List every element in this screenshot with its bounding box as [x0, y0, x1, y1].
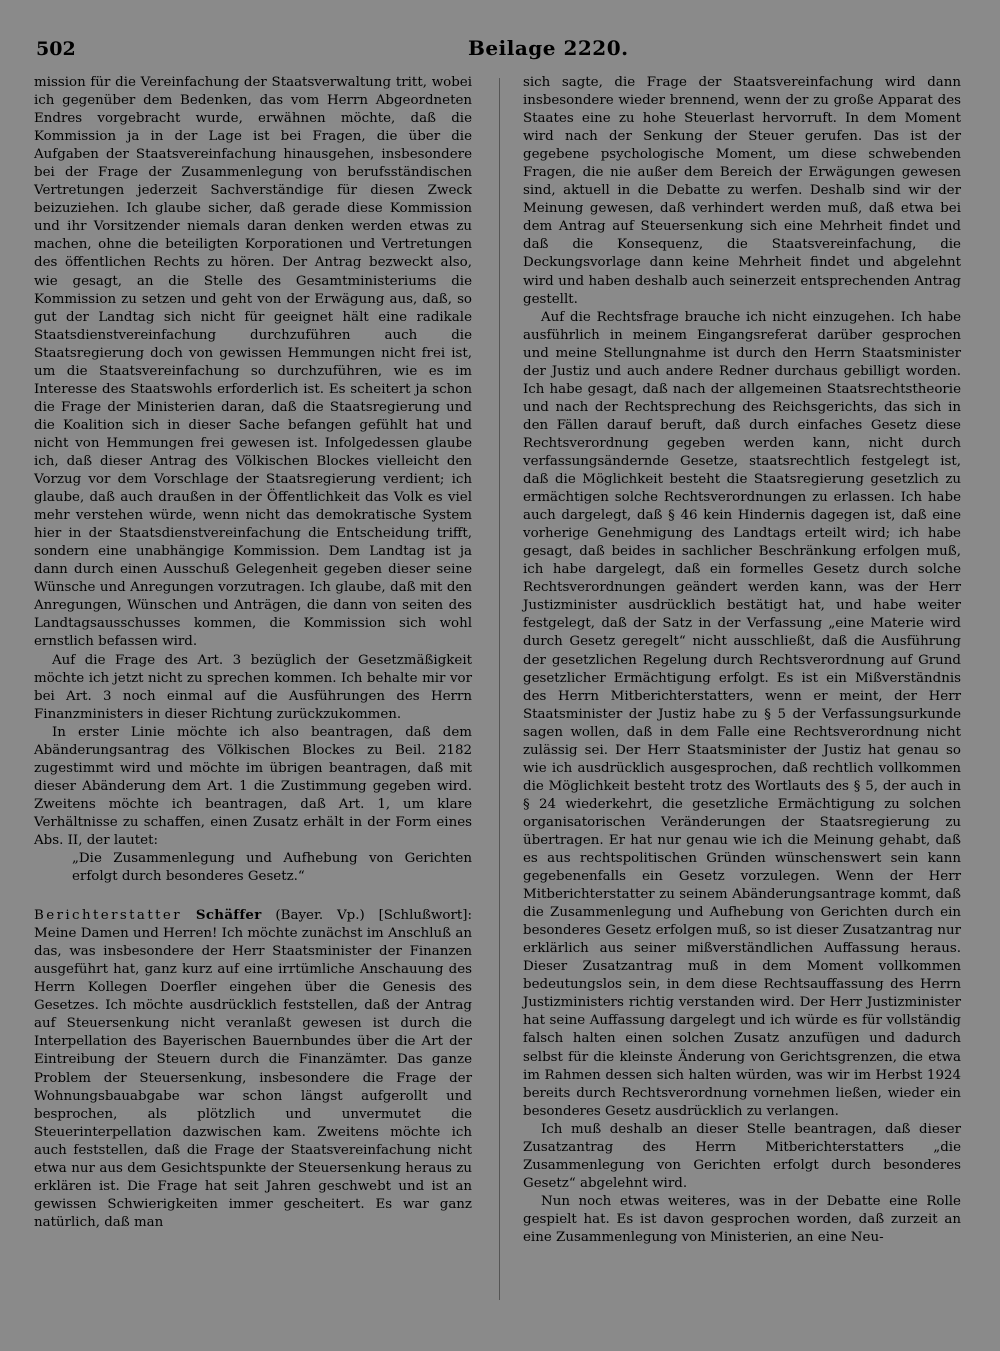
right-column — [523, 74, 961, 1247]
speech-text: Meine Damen und Herren! Ich möchte zunächst im Anschluß an das, was insbesondere der Herr Staatsminister der Finanzen ausgeführt hat, ganz kurz auf eine irrtümliche Anschauung des Herrn Kollegen Doerfler eingehen über die Genesis des Gesetzes. Ich möchte ausdrücklich feststellen, daß der Antrag auf Steuersenkung nicht veranlaßt gewesen ist durch die Interpellation des Bayerischen Bauernbundes über die Art der Eintreibung der Steuern durch die Finanzämter. Das ganze Problem der Steuersenkung, insbesondere die Frage der Wohnungsbauabgabe war schon längst aufgerollt und besprochen, als plötzlich und unvermutet die Steuerinterpellation dazwischen kam. Zweitens möchte ich auch feststellen, daß die Frage der Staatsvereinfachung nicht etwa nur aus dem Gesichtspunkte der Steuersenkung heraus zu erklären ist. Die Frage hat seit Jahren geschwebt und ist an gewissen Schwierigkeiten immer gescheitert. Es war ganz natürlich, daß man — [34, 926, 472, 1230]
quoted-amendment: „Die Zusammenlegung und Aufhebung von Gerichten erfolgt durch besonderes Gesetz.“ — [72, 851, 472, 885]
running-head: Beilage 2220. — [468, 36, 629, 60]
page-number: 502 — [36, 38, 76, 60]
page-header — [36, 30, 964, 66]
left-column — [34, 74, 472, 1232]
paragraph: sich sagte, die Frage der Staatsvereinfachung wird dann insbesondere wieder brennend, wenn der zu große Apparat des Staates eine zu hohe Steuerlast hervorruft. In dem Moment wird nach der Senkung der Steuer gerufen. Das ist der gegebene psychologische Moment, um diese schwebenden Fragen, die nie außer dem Bereich der Erwägungen gewesen sind, aktuell in die Debatte zu werfen. Deshalb sind wir der Meinung gewesen, daß verhindert werden muß, daß etwa bei dem Antrag auf Steuersenkung sich eine Mehrheit findet und daß die Konsequenz, die Staatsvereinfachung, die Deckungsvorlage dann keine Mehrheit findet und abgelehnt wird und haben deshalb auch seinerzeit entsprechenden Antrag gestellt. — [523, 75, 961, 307]
speaker-name: Schäffer — [195, 907, 262, 924]
column-divider — [499, 78, 500, 1300]
paragraph: Nun noch etwas weiteres, was in der Debatte eine Rolle gespielt hat. Es ist davon gesprochen worden, daß zurzeit an eine Zusammenlegung von Ministerien, an eine Neu- — [523, 1193, 961, 1245]
paragraph: Ich muß deshalb an dieser Stelle beantragen, daß dieser Zusatzantrag des Herrn Mitberichterstatters „die Zusammenlegung von Gerichten erfolgt durch besonderes Gesetz“ abgelehnt wird. — [523, 1121, 961, 1191]
paragraph: Auf die Rechtsfrage brauche ich nicht einzugehen. Ich habe ausführlich in meinem Eingangsreferat darüber gesprochen und meine Stellungnahme ist durch den Herrn Staatsminister der Justiz und auch andere Redner durchaus gebilligt worden. Ich habe gesagt, daß nach der allgemeinen Staatsrechtstheorie und nach der Rechtsprechung des Reichsgerichts, das sich in den Fällen darauf beruft, daß durch einfaches Gesetz diese Rechtsverordnung gegeben werden kann, nicht durch verfassungsändernde Gesetze, staatsrechtlich festgelegt ist, daß die Möglichkeit besteht die Staatsregierung gesetzlich zu ermächtigen solche Rechtsverordnungen zu erlassen. Ich habe auch dargelegt, daß § 46 kein Hindernis dagegen ist, daß eine vorherige Genehmigung des Landtags erteilt wird; ich habe gesagt, daß beides in sachlicher Beschränkung erfolgen muß, ich habe dargelegt, daß ein formelles Gesetz durch solche Rechtsverordnungen geändert werden kann, was der Herr Justizminister ausdrücklich bestätigt hat, und habe weiter festgelegt, daß der Satz in der Verfassung „eine Materie wird durch Gesetz geregelt“ nicht ausschließt, daß die Ausführung der gesetzlichen Regelung durch Rechtsverordnung auf Grund gesetzlicher Ermächtigung erfolgt. Es ist ein Mißverständnis des Herrn Mitberichterstatters, wenn er meint, der Herr Staatsminister der Justiz habe zu § 5 der Verfassungsurkunde sagen wollen, daß in dem Falle eine Rechtsverordnung nicht zulässig sei. Der Herr Staatsminister der Justiz hat genau so wie ich ausdrücklich ausgesprochen, daß rechtlich vollkommen die Möglichkeit besteht trotz des Wortlauts des § 5, der auch in § 24 wiederkehrt, die gesetzliche Ermächtigung zu solchen organisatorischen Veränderungen der Staatsregierung zu übertragen. Er hat nur genau wie ich die Meinung gehabt, daß es aus rechtspolitischen Gründen wünschenswert sein kann gegebenenfalls ein Gesetz vorzulegen. Wenn der Herr Mitberichterstatter zu seinem Abänderungsantrage kommt, daß die Zusammenlegung und Aufhebung von Gerichten durch ein besonderes Gesetz erfolgen muß, so ist dieser Zusatzantrag nur erklärlich aus seiner mißverständlichen Auffassung heraus. Dieser Zusatzantrag muß in dem Moment vollkommen bedeutungslos sein, in dem diese Rechtsauffassung des Herrn Justizministers richtig verstanden wird. Der Herr Justizminister hat seine Auffassung dargelegt und ich würde es für vollständig falsch halten einen solchen Zusatz anzufügen und dadurch selbst für die kleinste Änderung von Gerichtsgrenzen, die etwa im Rahmen dessen sich halten würden, was wir im Herbst 1924 bereits durch Rechtsverordnung vornehmen ließen, wieder ein besonderes Gesetz ausdrücklich zu verlangen. — [523, 309, 961, 1119]
speaker-role: Berichterstatter — [34, 908, 183, 924]
paragraph: In erster Linie möchte ich also beantragen, daß dem Abänderungsantrag des Völkischen Blockes zu Beil. 2182 zugestimmt wird und möchte im übrigen beantragen, daß mit dieser Abänderung dem Art. 1 die Zustimmung gegeben wird. Zweitens möchte ich beantragen, daß Art. 1, um klare Verhältnisse zu schaffen, einen Zusatz erhält in der Form eines Abs. II, der lautet: — [34, 724, 472, 848]
speaker-affiliation: (Bayer. Vp.) [Schlußwort]: — [261, 908, 472, 924]
paragraph: Auf die Frage des Art. 3 bezüglich der Gesetzmäßigkeit möchte ich jetzt nicht zu sprechen kommen. Ich behalte mir vor bei Art. 3 noch einmal auf die Ausführungen des Herrn Finanzministers in dieser Richtung zurückzukommen. — [34, 652, 472, 722]
speaker-paragraph — [34, 906, 472, 1232]
paragraph: mission für die Vereinfachung der Staatsverwaltung tritt, wobei ich gegenüber dem Bedenken, das vom Herrn Abgeordneten Endres vorgebracht wurde, erwähnen möchte, daß die Kommission ja in der Lage ist bei Fragen, die über die Aufgaben der Staatsvereinfachung hinausgehen, insbesondere bei der Frage der Zusammenlegung von berufsständischen Vertretungen jederzeit Sachverständige für diesen Zweck beizuziehen. Ich glaube sicher, daß gerade diese Kommission und ihr Vorsitzender niemals daran denken werden etwas zu machen, ohne die beteiligten Korporationen und Vertretungen des öffentlichen Rechts zu hören. Der Antrag bezweckt also, wie gesagt, an die Stelle des Gesamtministeriums die Kommission zu setzen und geht von der Erwägung aus, daß, so gut der Landtag sich nicht für geeignet hält eine radikale Staatsdienstvereinfachung durchzuführen auch die Staatsregierung doch von gewissen Hemmungen nicht frei ist, um die Staatsvereinfachung so durchzuführen, wie es im Interesse des Staatswohls erforderlich ist. Es scheitert ja schon die Frage der Ministerien daran, daß die Staatsregierung und die Koalition sich in dieser Sache befangen gefühlt hat und nicht von Hemmungen frei gewesen ist. Infolgedessen glaube ich, daß dieser Antrag des Völkischen Blockes vielleicht den Vorzug vor dem Vorschlage der Staatsregierung verdient; ich glaube, daß auch draußen in der Öffentlichkeit das Volk es viel mehr verstehen würde, wenn nicht das demokratische System hier in der Staatsdienstvereinfachung die Entscheidung trifft, sondern eine unabhängige Kommission. Dem Landtag ist ja dann durch einen Ausschuß Gelegenheit gegeben dieser seine Wünsche und Anregungen vorzutragen. Ich glaube, daß mit den Anregungen, Wünschen und Anträgen, die dann von seiten des Landtagsausschusses kommen, die Kommission sich wohl ernstlich befassen wird. — [34, 75, 472, 650]
